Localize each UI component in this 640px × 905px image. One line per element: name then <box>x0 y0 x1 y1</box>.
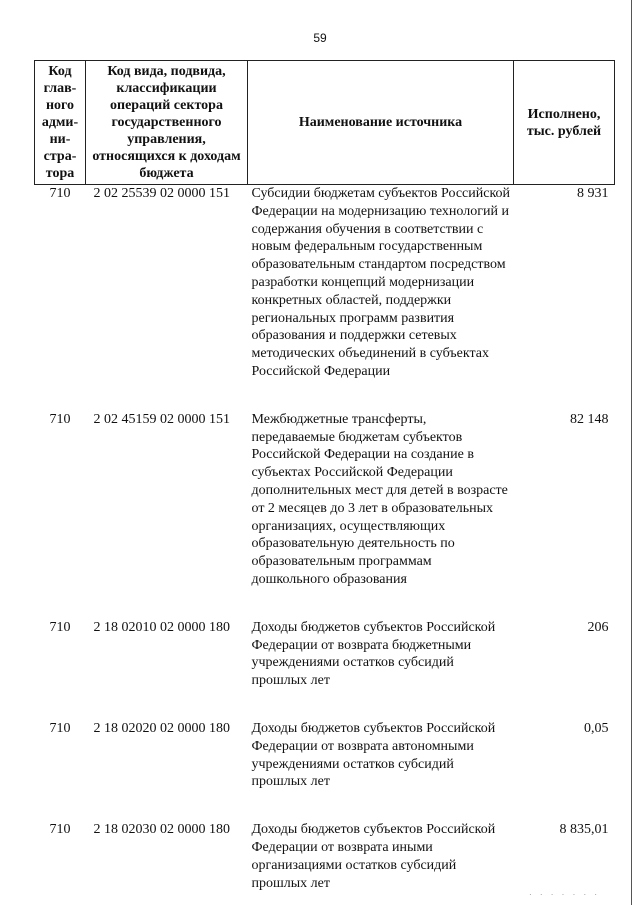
header-type-code: Код вида, подвида, классификации операций сектора государственного управления, относящихся к доходам бюджета <box>86 61 248 185</box>
header-executed: Исполнено, тыс. рублей <box>514 61 615 185</box>
table-row <box>35 720 615 791</box>
table-row <box>35 619 615 690</box>
cell-name: Доходы бюджетов субъектов Российской Федерации от возврата иными организациями остатков субсидий прошлых лет <box>251 822 496 891</box>
row-spacer <box>35 381 615 411</box>
cell-admin: 710 <box>49 186 71 201</box>
cell-admin: 710 <box>49 720 71 736</box>
table-row <box>35 185 615 381</box>
cell-admin: 710 <box>49 411 71 427</box>
cell-name: Доходы бюджетов субъектов Российской Федерации от возврата бюджетными учреждениями остатков субсидий прошлых лет <box>251 619 496 689</box>
page-number: 59 <box>313 31 327 45</box>
cell-amount: 82 148 <box>570 411 609 427</box>
cell-name: Межбюджетные трансферты, передаваемые бюджетам субъектов Российской Федерации на создание в субъектах Российской Федерации дополнительных мест для детей в возрасте от 2 месяцев до 3 лет в образовательных организациях, осуществляющих образовательную деятельность по образовательным программам дошкольного образования <box>251 411 508 587</box>
cell-code: 2 18 02010 02 0000 180 <box>93 619 230 635</box>
header-source-name: Наименование источника <box>248 61 514 185</box>
header-admin-code: Код глав-ного адми-ни-стра-тора <box>35 61 86 185</box>
row-spacer <box>35 690 615 720</box>
cell-name: Доходы бюджетов субъектов Российской Федерации от возврата автономными учреждениями остатков субсидий прошлых лет <box>251 720 496 790</box>
cell-amount: 8 835,01 <box>559 822 609 838</box>
cell-amount: 8 931 <box>577 186 609 201</box>
cell-code: 2 02 45159 02 0000 151 <box>93 411 230 427</box>
cell-amount: 0,05 <box>584 720 609 736</box>
table-row <box>35 411 615 589</box>
cell-admin: 710 <box>49 619 71 635</box>
row-spacer <box>35 791 615 821</box>
cell-code: 2 18 02020 02 0000 180 <box>93 720 230 736</box>
cell-code: 2 18 02030 02 0000 180 <box>93 822 230 838</box>
table-row <box>35 821 615 892</box>
revenue-table <box>34 60 615 892</box>
table-header-row <box>35 61 615 185</box>
cell-admin: 710 <box>49 822 71 838</box>
cell-code: 2 02 25539 02 0000 151 <box>93 186 230 201</box>
cell-amount: 206 <box>587 619 609 635</box>
footer-marks: · · · · · · · <box>529 890 600 899</box>
row-spacer <box>35 589 615 619</box>
cell-name: Субсидии бюджетам субъектов Российской Федерации на модернизацию технологий и содержания обучения в соответствии с новым федеральным государственным образовательным стандартом посредством разработки концепций модернизации конкретных областей, поддержки региональных программ развития образования и поддержки сетевых методических объединений в субъектах Российской Федерации <box>251 186 511 379</box>
scan-edge-line <box>631 0 632 905</box>
